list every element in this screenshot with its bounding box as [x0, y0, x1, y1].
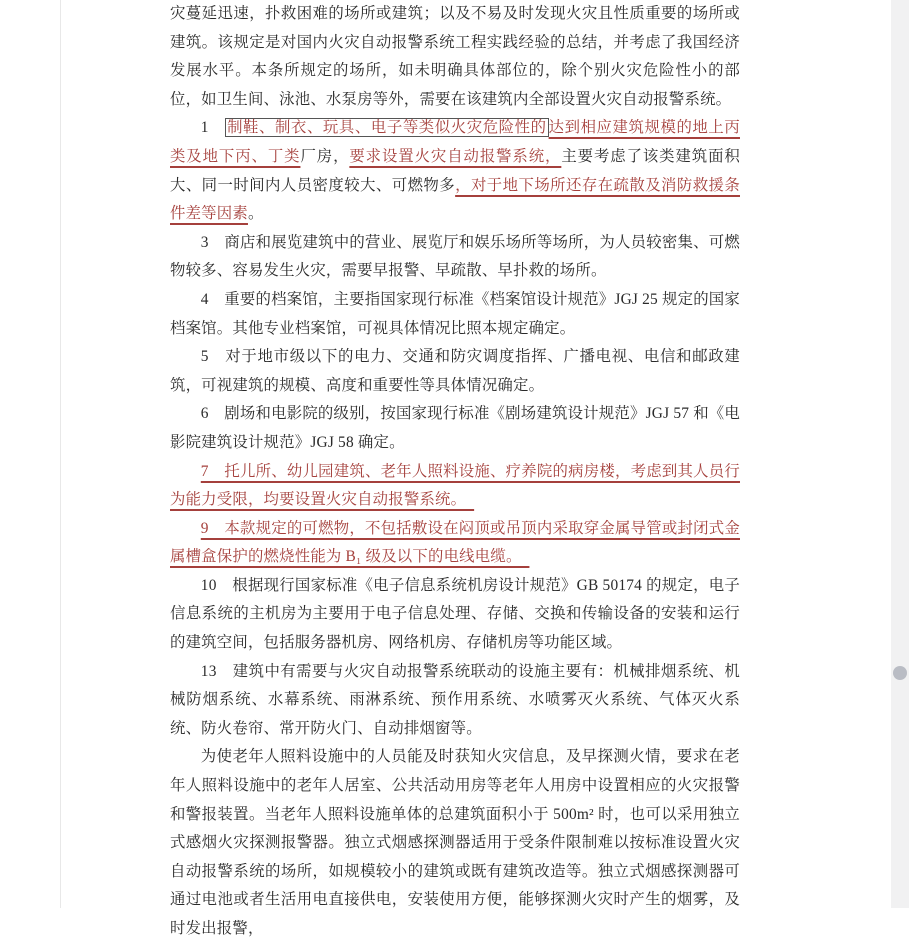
text-segment-normal: 主要考虑了该类建筑面积大、同一时间内人员密度较大、可燃物多 — [170, 148, 740, 194]
paragraph — [170, 0, 740, 114]
text-segment-normal: 6 剧场和电影院的级别，按国家现行标准《剧场建筑设计规范》JGJ 57 和《电影院建筑设计规范》JGJ 58 确定。 — [170, 405, 740, 451]
text-segment-normal: 。 — [248, 205, 264, 222]
text-segment-normal: 13 建筑中有需要与火灾自动报警系统联动的设施主要有：机械排烟系统、机械防烟系统、水幕系统、雨淋系统、预作用系统、水喷雾灭火系统、气体灭火系统、防火卷帘、常开防火门、自动排烟窗等。 — [170, 663, 740, 737]
paragraph — [170, 658, 740, 744]
paragraph — [170, 286, 740, 343]
text-segment-red-underline: 达到相应建筑规模的地上丙类及地下丙、丁类 — [170, 119, 740, 165]
text-segment-normal: 为使老年人照料设施中的人员能及时获知火灾信息，及早探测火情，要求在老年人照料设施中的老年人居室、公共活动用房等老年人用房中设置相应的火灾报警和警报装置。当老年人照料设施单体的总建筑面积小于 500m² 时，也可以采用独立式感烟火灾探测报警器。独立式烟感探测器适用于受条件限制难以按标准设置火灾自动报警系统的场所，如规模较小的建筑或既有建筑改造等。独立式烟感探测器可通过电池或者生活用电直接供电，安装使用方便，能够探测火灾时产生的烟雾，及时发出报警， — [170, 748, 740, 937]
scrollbar-thumb[interactable] — [893, 666, 907, 680]
text-segment-red-underline: 要求设置火灾自动报警系统， — [349, 148, 561, 165]
text-segment-normal: 10 根据现行国家标准《电子信息系统机房设计规范》GB 50174 的规定，电子信息系统的主机房为主要用于电子信息处理、存储、交换和传输设备的安装和运行的建筑空间，包括服务器机房、网络机房、存储机房等功能区域。 — [170, 577, 740, 651]
text-segment-red-underline: 9 本款规定的可燃物，不包括敷设在闷顶或吊顶内采取穿金属导管或封闭式金属槽盒保护的燃烧性能为 B₁ 级及以下的电线电缆。 — [170, 520, 740, 566]
text-segment-red-box: 制鞋、制衣、玩具、电子等类似火灾危险性的 — [225, 118, 549, 137]
text-segment-red-underline: ，对于地下场所还存在疏散及消防救援条件差等因素 — [170, 177, 740, 223]
paragraph — [170, 458, 740, 515]
paragraph — [170, 343, 740, 400]
text-segment-red-underline: 7 托儿所、幼儿园建筑、老年人照料设施、疗养院的病房楼，考虑到其人员行为能力受限，均要设置火灾自动报警系统。 — [170, 463, 740, 509]
text-segment-normal: 1 — [201, 119, 225, 136]
paragraph — [170, 229, 740, 286]
paragraph — [170, 743, 740, 943]
text-segment-normal: 3 商店和展览建筑中的营业、展览厅和娱乐场所等场所，为人员较密集、可燃物较多、容易发生火灾，需要早报警、早疏散、早扑救的场所。 — [170, 234, 740, 280]
scrollbar-track[interactable] — [891, 0, 909, 908]
text-segment-normal: 灾蔓延迅速，扑救困难的场所或建筑；以及不易及时发现火灾且性质重要的场所或建筑。该规定是对国内火灾自动报警系统工程实践经验的总结，并考虑了我国经济发展水平。本条所规定的场所，如未明确具体部位的，除个别火灾危险性小的部位，如卫生间、泳池、水泵房等外，需要在该建筑内全部设置火灾自动报警系统。 — [170, 5, 740, 108]
paragraph — [170, 572, 740, 658]
page-edge-divider — [60, 0, 61, 908]
text-segment-normal: 厂房， — [300, 148, 349, 165]
paragraph — [170, 400, 740, 457]
text-segment-normal: 5 对于地市级以下的电力、交通和防灾调度指挥、广播电视、电信和邮政建筑，可视建筑的规模、高度和重要性等具体情况确定。 — [170, 348, 740, 394]
paragraph — [170, 515, 740, 572]
document-text — [170, 0, 740, 944]
text-segment-normal: 4 重要的档案馆，主要指国家现行标准《档案馆设计规范》JGJ 25 规定的国家档案馆。其他专业档案馆，可视具体情况比照本规定确定。 — [170, 291, 740, 337]
paragraph — [170, 114, 740, 228]
